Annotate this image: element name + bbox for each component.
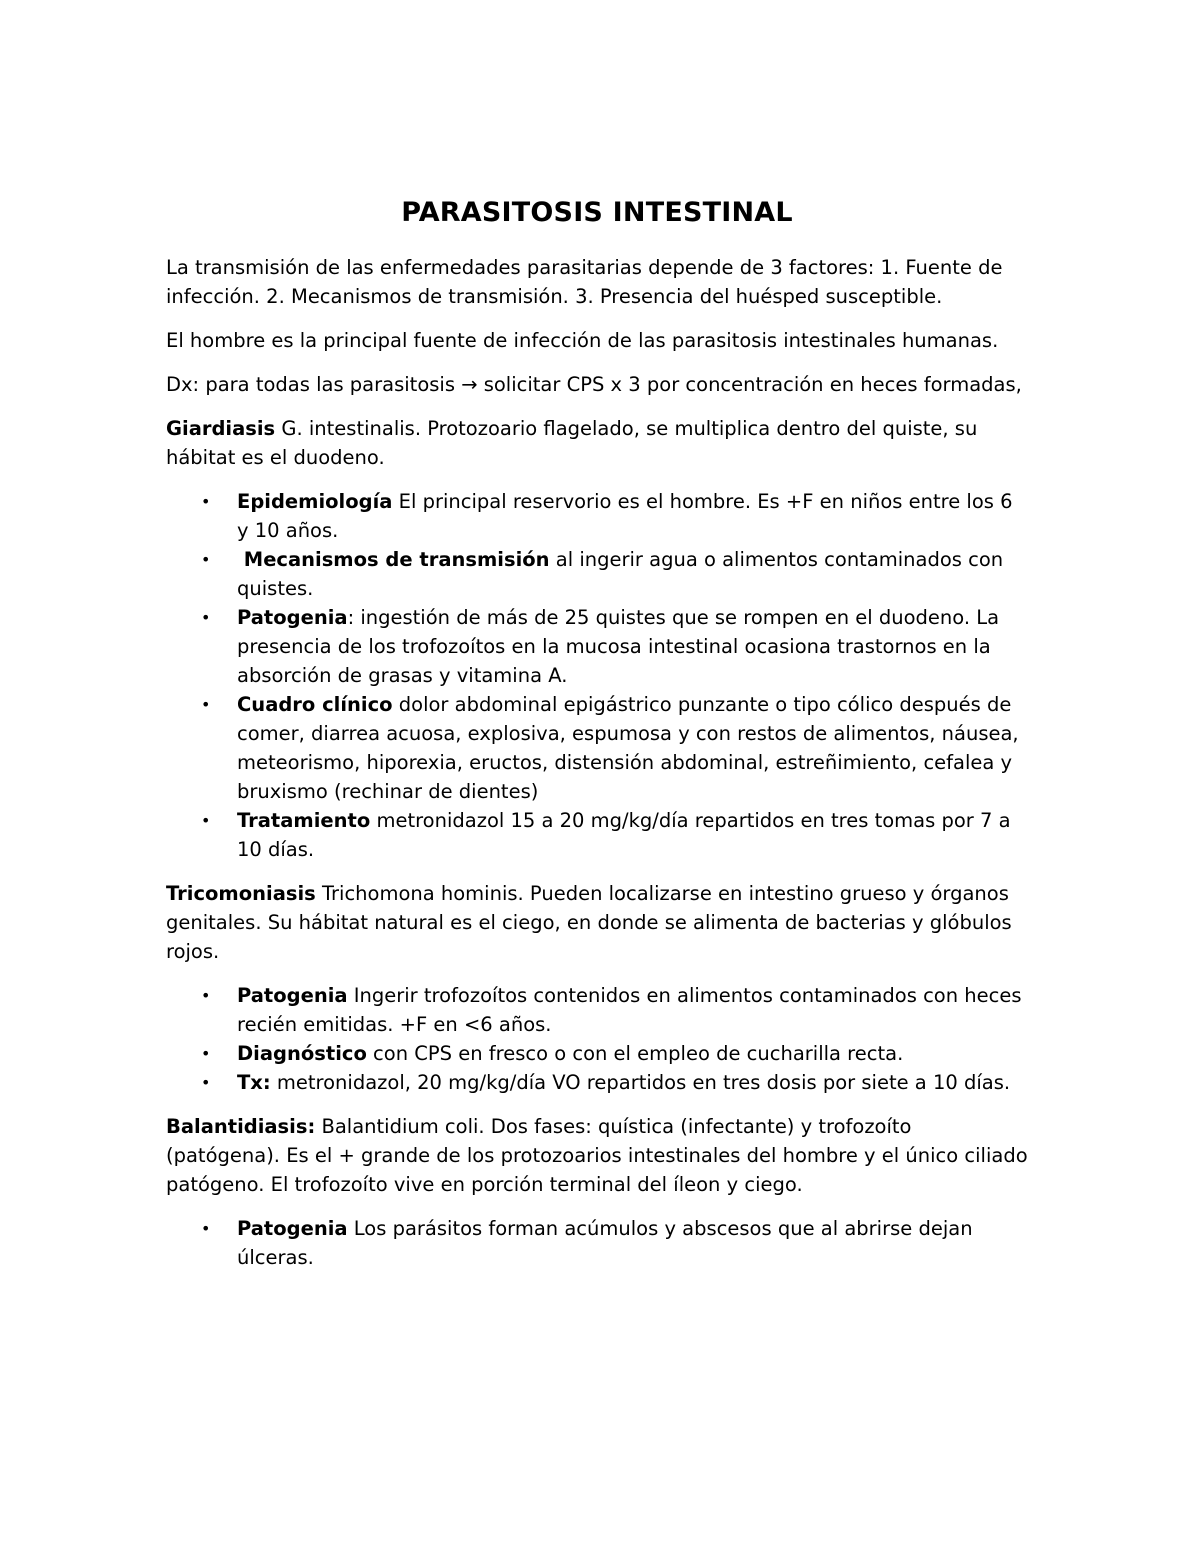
intro-paragraph-diagnosis: Dx: para todas las parasitosis → solicitar CPS x 3 por concentración en heces formadas, bbox=[166, 373, 1022, 396]
item-label: Diagnóstico bbox=[237, 1042, 367, 1065]
list-item bbox=[166, 1039, 1028, 1068]
balantidiasis-text: Balantidium coli. Dos fases: quística (infectante) y trofozoíto (patógena). Es el + grande de los protozoarios intestinales del hombre y el único ciliado patógeno. El trofozoíto vive en porción terminal del íleon y ciego. bbox=[166, 1115, 1028, 1196]
item-text: : ingestión de más de 25 quistes que se rompen en el duodeno. La presencia de los trofozoítos en la mucosa intestinal ocasiona trastornos en la absorción de grasas y vitamina A. bbox=[237, 606, 1000, 687]
tricomoniasis-heading: Tricomoniasis bbox=[166, 882, 316, 905]
item-text: metronidazol 15 a 20 mg/kg/día repartidos en tres tomas por 7 a 10 días. bbox=[237, 809, 1011, 861]
bullet-icon: • bbox=[201, 811, 211, 830]
list-item bbox=[166, 690, 1028, 806]
item-label: Patogenia bbox=[237, 984, 348, 1007]
item-label: Cuadro clínico bbox=[237, 693, 393, 716]
item-text: al ingerir agua o alimentos contaminados con quistes. bbox=[237, 548, 1004, 600]
item-label: Patogenia bbox=[237, 1217, 348, 1240]
bullet-icon: • bbox=[201, 1044, 211, 1063]
intro-paragraph-factors: La transmisión de las enfermedades parasitarias depende de 3 factores: 1. Fuente de infección. 2. Mecanismos de transmisión. 3. Presencia del huésped susceptible. bbox=[166, 256, 1003, 308]
giardiasis-heading: Giardiasis bbox=[166, 417, 276, 440]
giardiasis-list bbox=[166, 487, 1028, 864]
balantidiasis-list bbox=[166, 1214, 1028, 1272]
item-label: Epidemiología bbox=[237, 490, 393, 513]
bullet-icon: • bbox=[201, 492, 211, 511]
list-item bbox=[166, 1214, 1028, 1272]
item-label: Tx: bbox=[237, 1071, 271, 1094]
bullet-icon: • bbox=[201, 608, 211, 627]
item-text: con CPS en fresco o con el empleo de cucharilla recta. bbox=[366, 1042, 904, 1065]
bullet-icon: • bbox=[201, 986, 211, 1005]
giardiasis-paragraph bbox=[166, 414, 1028, 472]
list-item bbox=[166, 545, 1028, 603]
bullet-icon: • bbox=[201, 1219, 211, 1238]
item-label: Tratamiento bbox=[237, 809, 371, 832]
item-label: Patogenia bbox=[237, 606, 348, 629]
item-text: Los parásitos forman acúmulos y abscesos que al abrirse dejan úlceras. bbox=[237, 1217, 973, 1269]
giardiasis-text: G. intestinalis. Protozoario flagelado, se multiplica dentro del quiste, su hábitat es el duodeno. bbox=[166, 417, 978, 469]
item-text: El principal reservorio es el hombre. Es +F en niños entre los 6 y 10 años. bbox=[237, 490, 1013, 542]
item-label: Mecanismos de transmisión bbox=[237, 548, 550, 571]
document-page bbox=[166, 196, 1028, 1287]
tricomoniasis-list bbox=[166, 981, 1028, 1097]
tricomoniasis-paragraph bbox=[166, 879, 1028, 966]
list-item bbox=[166, 1068, 1028, 1097]
balantidiasis-paragraph bbox=[166, 1112, 1028, 1199]
item-text: metronidazol, 20 mg/kg/día VO repartidos en tres dosis por siete a 10 días. bbox=[270, 1071, 1011, 1094]
list-item bbox=[166, 981, 1028, 1039]
list-item bbox=[166, 487, 1028, 545]
balantidiasis-heading: Balantidiasis: bbox=[166, 1115, 316, 1138]
tricomoniasis-text: Trichomona hominis. Pueden localizarse en intestino grueso y órganos genitales. Su hábitat natural es el ciego, en donde se alimenta de bacterias y glóbulos rojos. bbox=[166, 882, 1012, 963]
bullet-icon: • bbox=[201, 1073, 211, 1092]
item-text: Ingerir trofozoítos contenidos en alimentos contaminados con heces recién emitidas. +F en <6 años. bbox=[237, 984, 1022, 1036]
list-item bbox=[166, 603, 1028, 690]
list-item bbox=[166, 806, 1028, 864]
item-text: dolor abdominal epigástrico punzante o tipo cólico después de comer, diarrea acuosa, explosiva, espumosa y con restos de alimentos, náusea, meteorismo, hiporexia, eructos, distensión abdominal, estreñimiento, cefalea y bruxismo (rechinar de dientes) bbox=[237, 693, 1019, 803]
intro-paragraph-source: El hombre es la principal fuente de infección de las parasitosis intestinales humanas. bbox=[166, 329, 999, 352]
bullet-icon: • bbox=[201, 550, 211, 569]
bullet-icon: • bbox=[201, 695, 211, 714]
document-title: PARASITOSIS INTESTINAL bbox=[401, 197, 793, 228]
